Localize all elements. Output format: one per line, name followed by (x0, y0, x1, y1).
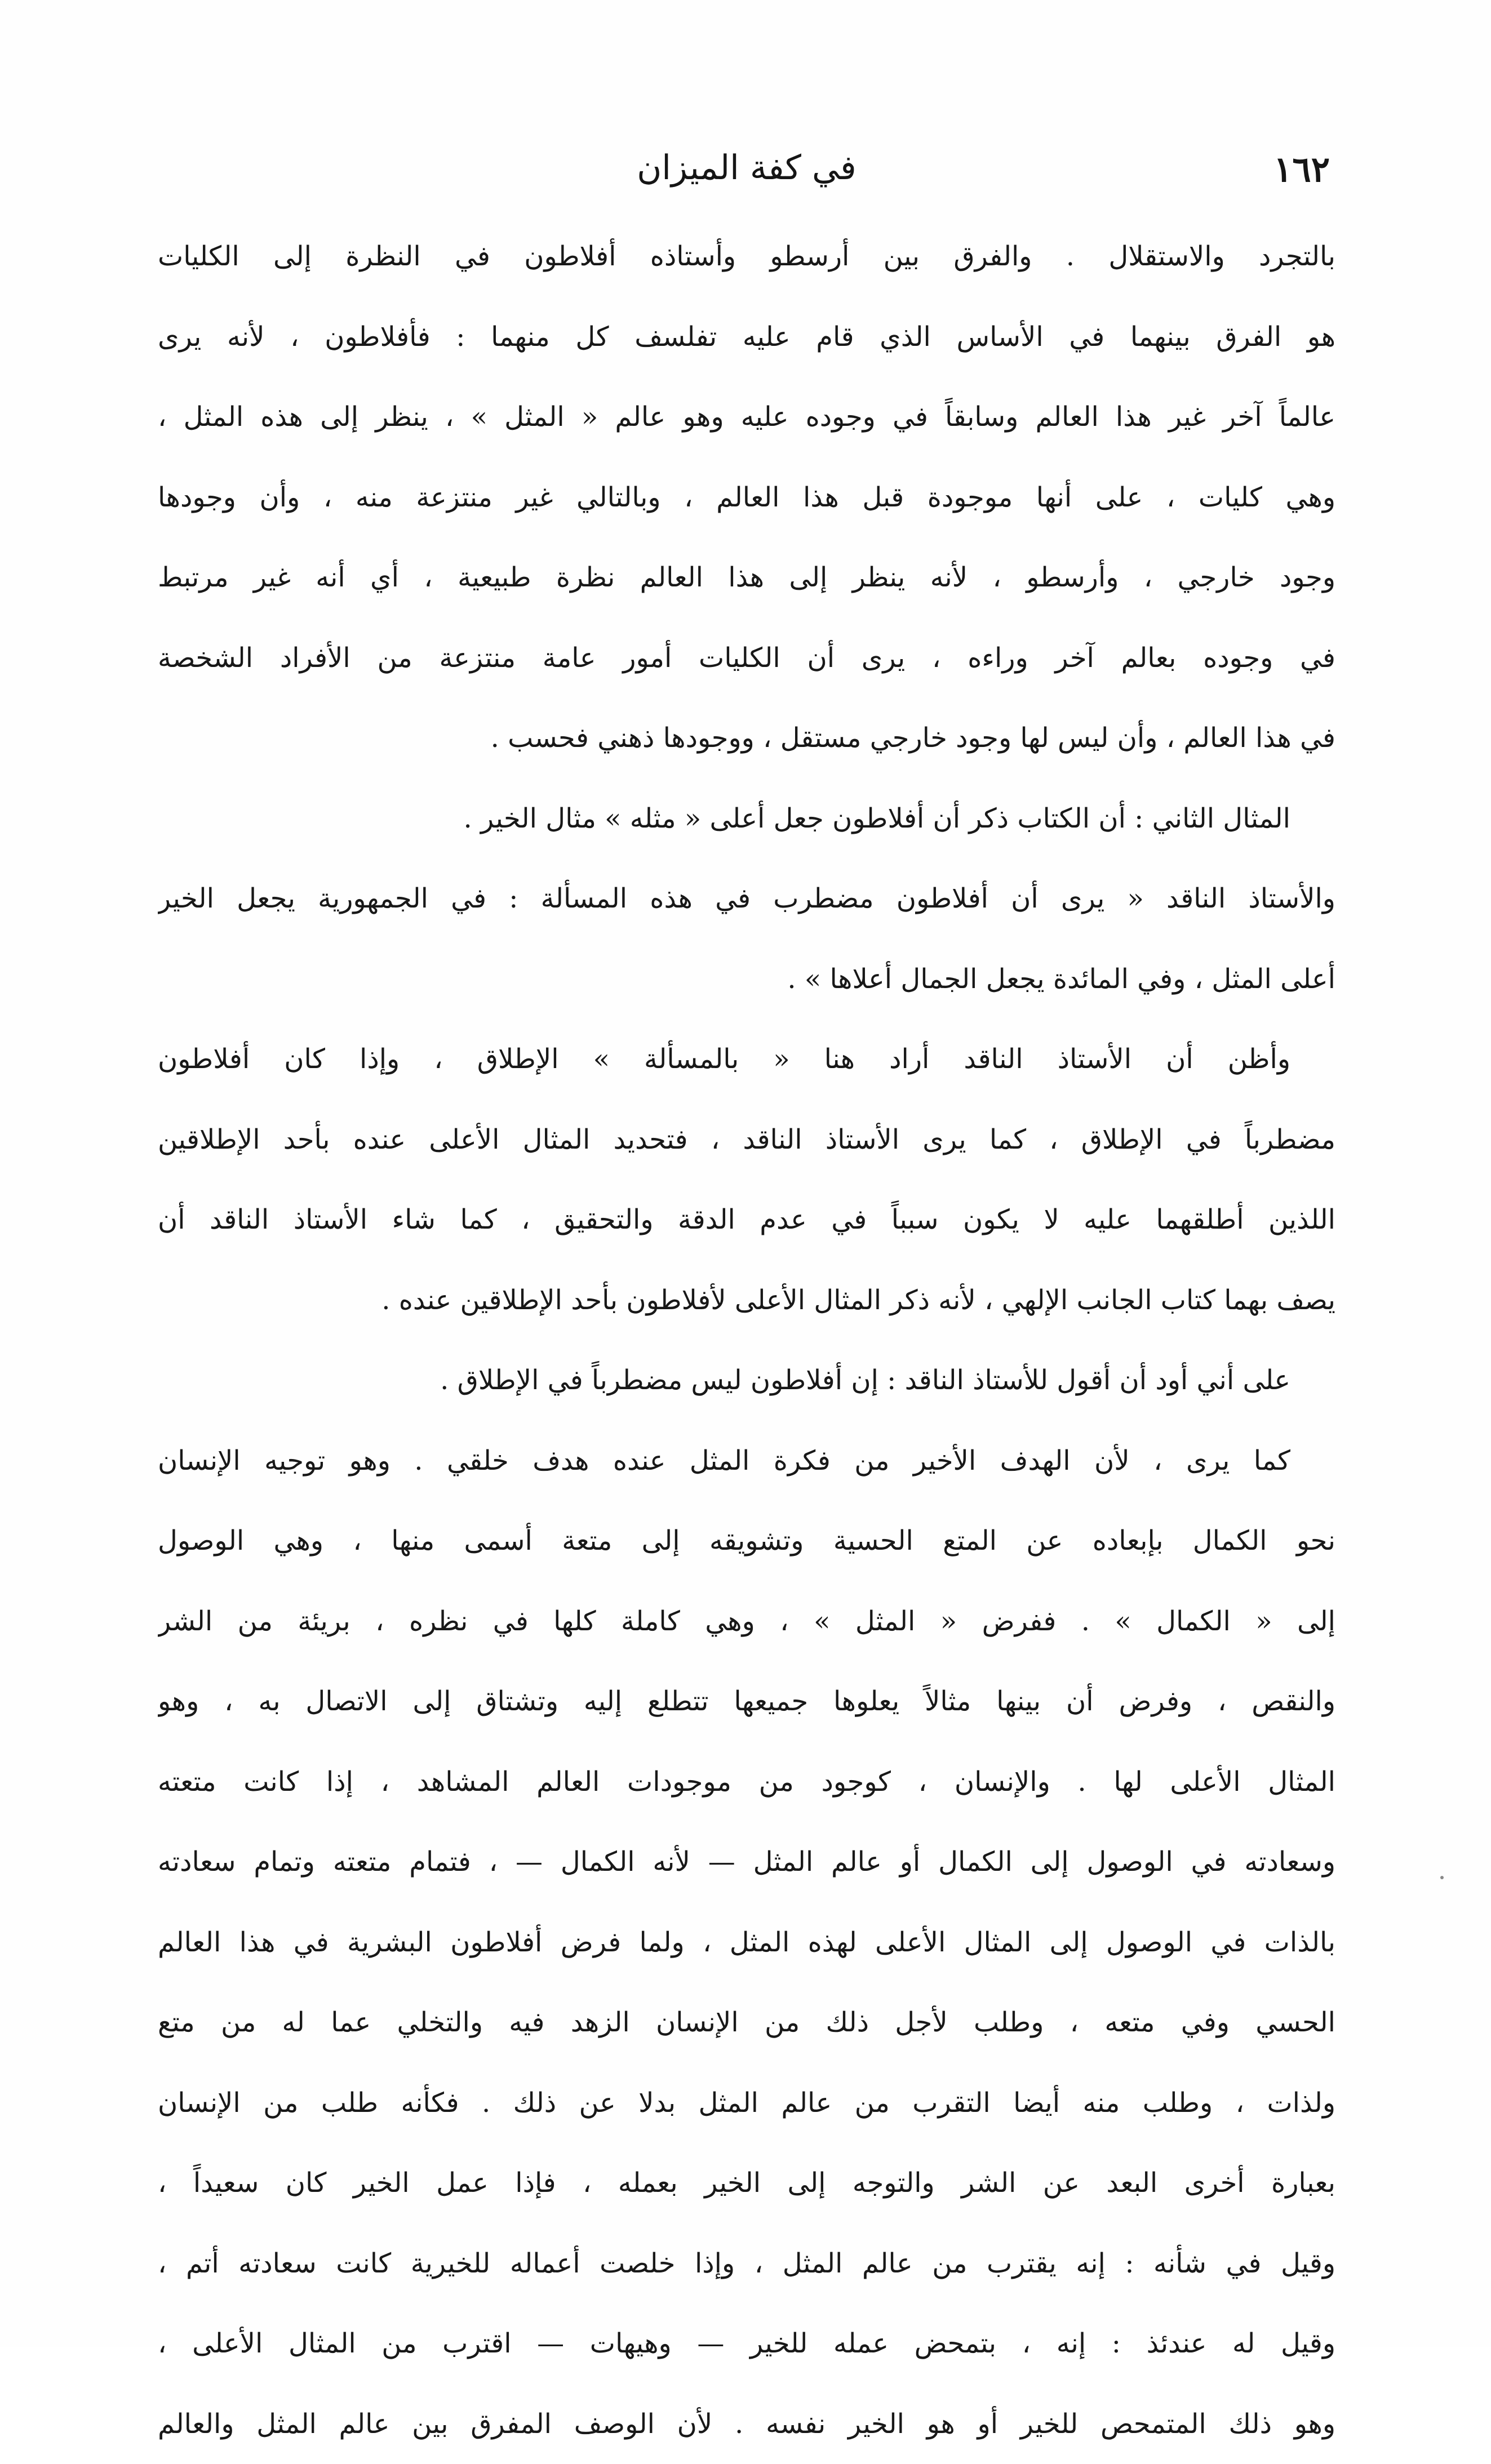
text-line: اللذين أطلقهما عليه لا يكون سبباً في عدم الدقة والتحقيق ، كما شاء الأستاذ الناقد أن (158, 1180, 1335, 1260)
text-line: بعبارة أخرى البعد عن الشر والتوجه إلى الخير بعمله ، فإذا عمل الخير كان سعيداً ، (158, 2143, 1335, 2223)
text-line: في وجوده بعالم آخر وراءه ، يرى أن الكليات أمور عامة منتزعة من الأفراد الشخصة (158, 618, 1335, 699)
text-line: المثال الثاني : أن الكتاب ذكر أن أفلاطون جعل أعلى « مثله » مثال الخير . (158, 779, 1335, 859)
page-header (163, 148, 1330, 215)
text-line: عالماً آخر غير هذا العالم وسابقاً في وجوده عليه وهو عالم « المثل » ، ينظر إلى هذه المثل ، (158, 377, 1335, 457)
text-line: وهو ذلك المتمحص للخير أو هو الخير نفسه . لأن الوصف المفرق بين عالم المثل والعالم (158, 2384, 1335, 2464)
text-line: كما يرى ، لأن الهدف الأخير من فكرة المثل عنده هدف خلقي . وهو توجيه الإنسان (158, 1421, 1335, 1501)
text-line: وقيل في شأنه : إنه يقترب من عالم المثل ، وإذا خلصت أعماله للخيرية كانت سعادته أتم ، (158, 2223, 1335, 2304)
text-line: هو الفرق بينهما في الأساس الذي قام عليه تفلسف كل منهما : فأفلاطون ، لأنه يرى (158, 297, 1335, 377)
body-text (158, 216, 1335, 2464)
text-line: على أني أود أن أقول للأستاذ الناقد : إن أفلاطون ليس مضطرباً في الإطلاق . (158, 1340, 1335, 1421)
running-title: في كفة الميزان (163, 151, 1330, 185)
text-line: وهي كليات ، على أنها موجودة قبل هذا العالم ، وبالتالي غير منتزعة منه ، وأن وجودها (158, 457, 1335, 538)
text-line: المثال الأعلى لها . والإنسان ، كوجود من موجودات العالم المشاهد ، إذا كانت متعته (158, 1742, 1335, 1822)
text-line: نحو الكمال بإبعاده عن المتع الحسية وتشويقه إلى متعة أسمى منها ، وهي الوصول (158, 1501, 1335, 1581)
text-line: والأستاذ الناقد « يرى أن أفلاطون مضطرب في هذه المسألة : في الجمهورية يجعل الخير (158, 859, 1335, 939)
text-line: مضطرباً في الإطلاق ، كما يرى الأستاذ الناقد ، فتحديد المثال الأعلى عنده بأحد الإطلاقين (158, 1100, 1335, 1180)
text-line: يصف بهما كتاب الجانب الإلهي ، لأنه ذكر المثال الأعلى لأفلاطون بأحد الإطلاقين عنده . (158, 1260, 1335, 1341)
text-line: في هذا العالم ، وأن ليس لها وجود خارجي مستقل ، ووجودها ذهني فحسب . (158, 698, 1335, 779)
text-line: وقيل له عندئذ : إنه ، بتمحض عمله للخير — وهيهات — اقترب من المثال الأعلى ، (158, 2303, 1335, 2384)
text-line: وأظن أن الأستاذ الناقد أراد هنا « بالمسألة » الإطلاق ، وإذا كان أفلاطون (158, 1019, 1335, 1100)
text-line: والنقص ، وفرض أن بينها مثالاً يعلوها جميعها تتطلع إليه وتشتاق إلى الاتصال به ، وهو (158, 1661, 1335, 1742)
text-line: الحسي وفي متعه ، وطلب لأجل ذلك من الإنسان الزهد فيه والتخلي عما له من متع (158, 1982, 1335, 2063)
text-line: وسعادته في الوصول إلى الكمال أو عالم المثل — لأنه الكمال — ، فتمام متعته وتمام سعادته (158, 1822, 1335, 1902)
page-number: ١٦٢ (1273, 152, 1330, 187)
text-line: أعلى المثل ، وفي المائدة يجعل الجمال أعلاها » . (158, 939, 1335, 1020)
text-line: بالتجرد والاستقلال . والفرق بين أرسطو وأستاذه أفلاطون في النظرة إلى الكليات (158, 216, 1335, 297)
text-line: ولذات ، وطلب منه أيضا التقرب من عالم المثل بدلا عن ذلك . فكأنه طلب من الإنسان (158, 2063, 1335, 2143)
text-line: إلى « الكمال » . ففرض « المثل » ، وهي كاملة كلها في نظره ، بريئة من الشر (158, 1581, 1335, 1662)
text-line: بالذات في الوصول إلى المثال الأعلى لهذه المثل ، ولما فرض أفلاطون البشرية في هذا العالم (158, 1902, 1335, 1983)
text-line: وجود خارجي ، وأرسطو ، لأنه ينظر إلى هذا العالم نظرة طبيعية ، أي أنه غير مرتبط (158, 537, 1335, 618)
margin-speck (1440, 1876, 1444, 1879)
